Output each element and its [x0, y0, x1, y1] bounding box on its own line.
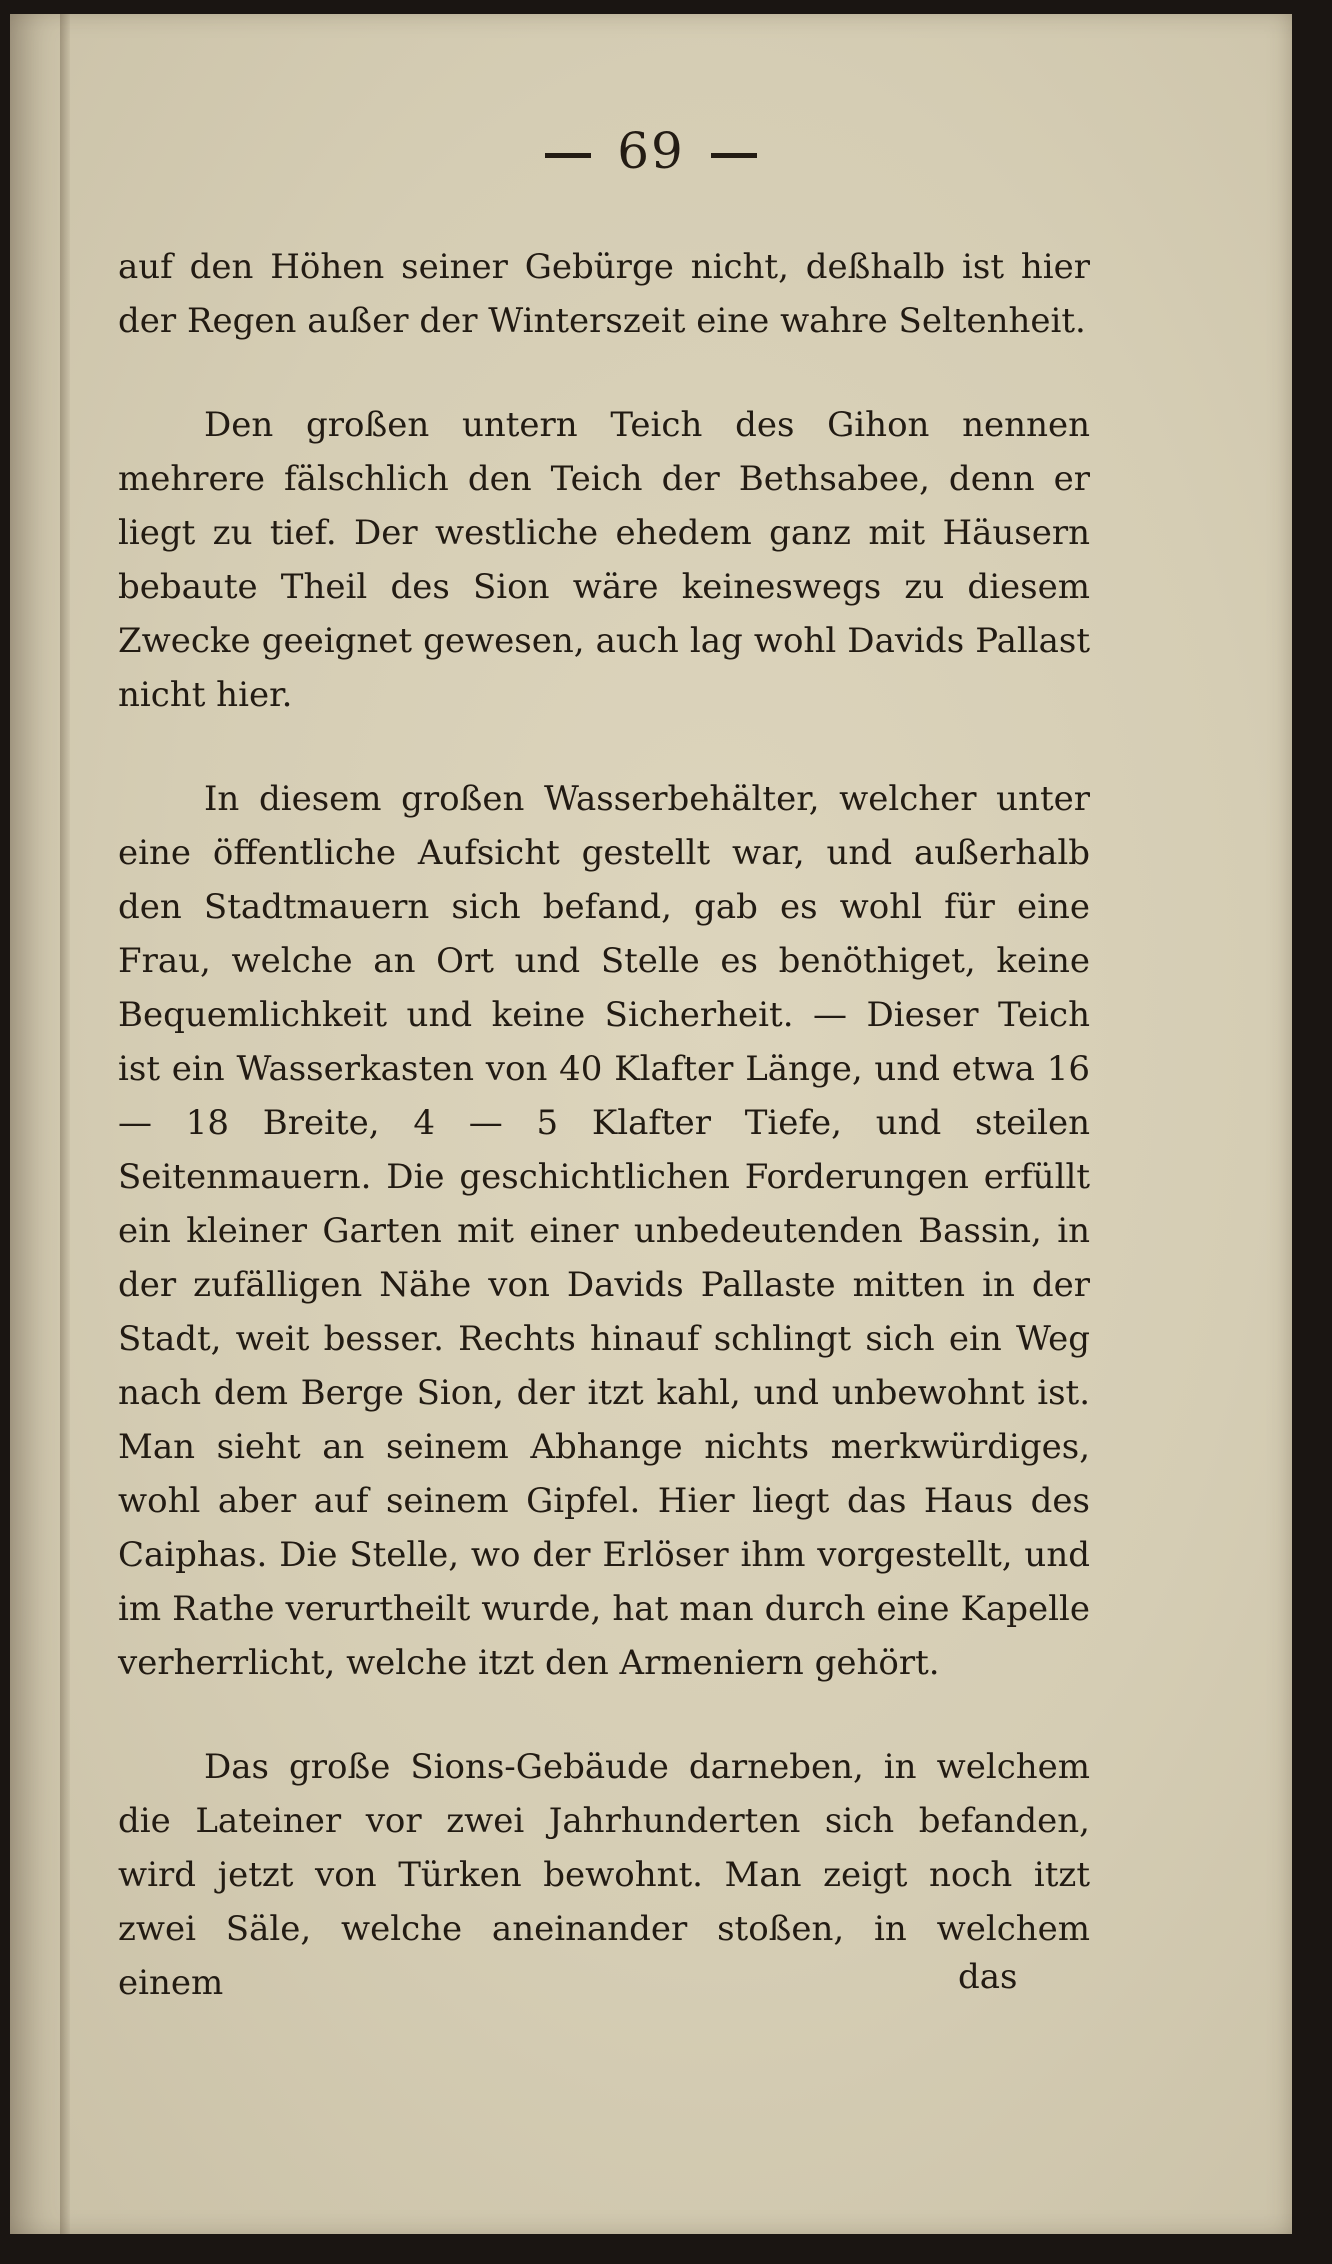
paragraph-3: In diesem großen Wasserbehälter, welcher unter eine öffentliche Aufsicht gestellt war, und außerhalb den Stadtmauern sich befand, gab es wohl für eine Frau, welche an Ort und Stelle es benöthiget, keine Bequemlichkeit und keine Sicherheit. — Dieser Teich ist ein Wasserkasten von 40 Klafter Länge, und etwa 16 — 18 Breite, 4 — 5 Klafter Tiefe, und steilen Seitenmauern. Die geschichtlichen Forderungen erfüllt ein kleiner Garten mit einer unbedeutenden Bassin, in der zufälligen Nähe von Davids Pallaste mitten in der Stadt, weit besser. Rechts hinauf schlingt sich ein Weg nach dem Berge Sion, der itzt kahl, und unbewohnt ist. Man sieht an seinem Abhange nichts merkwürdiges, wohl aber auf seinem Gipfel. Hier liegt das Haus des Caiphas. Die Stelle, wo der Erlöser ihm vorgestellt, und im Rathe verurtheilt wurde, hat man durch eine Kapelle verherrlicht, welche itzt den Armeniern gehört.: [118, 779, 1090, 1683]
paragraph-4: Das große Sions-Gebäude darneben, in welchem die Lateiner vor zwei Jahrhunderten sich befanden, wird jetzt von Türken bewohnt. Man zeigt noch itzt zwei Säle, welche aneinander stoßen, in welchem einem: [118, 1747, 1090, 2003]
book-page: [10, 14, 1292, 2234]
left-dash: [545, 153, 591, 158]
right-dash: [711, 153, 757, 158]
body-text: [118, 240, 1090, 2060]
page-binding-edge: [60, 14, 70, 2234]
paragraph-2: Den großen untern Teich des Gihon nennen mehrere fälschlich den Teich der Bethsabee, denn er liegt zu tief. Der westliche ehedem ganz mit Häusern bebaute Theil des Sion wäre keineswegs zu diesem Zwecke geeignet gewesen, auch lag wohl Davids Pallast nicht hier.: [118, 405, 1090, 715]
paragraph-1: auf den Höhen seiner Gebürge nicht, deßhalb ist hier der Regen außer der Winterszeit eine wahre Seltenheit.: [118, 247, 1090, 341]
page-number: 69: [617, 122, 685, 180]
page-number-header: [10, 122, 1292, 180]
catchword: das: [958, 1957, 1018, 1997]
